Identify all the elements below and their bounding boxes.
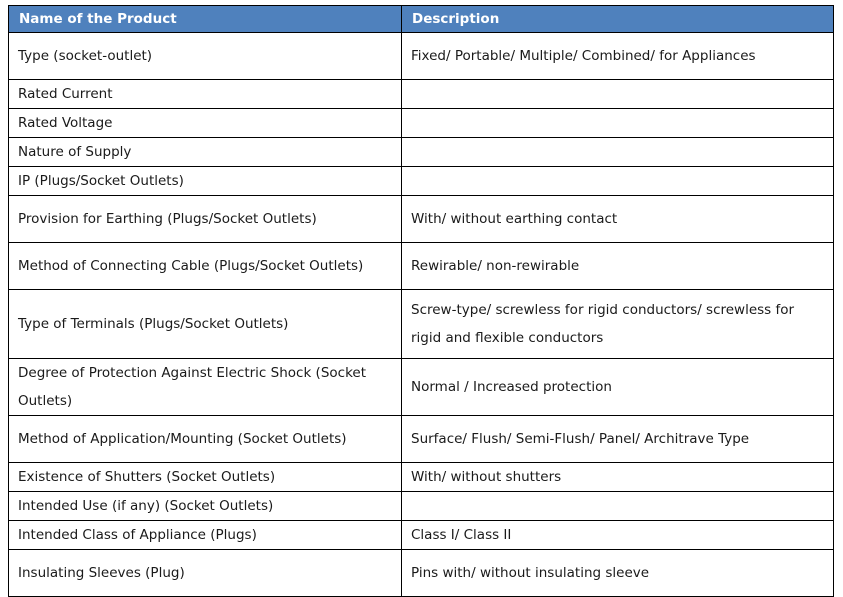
description-cell	[402, 80, 834, 109]
product-name-cell: Intended Use (if any) (Socket Outlets)	[9, 492, 402, 521]
table-row	[9, 33, 834, 80]
table-row	[9, 196, 834, 243]
product-table	[8, 5, 834, 597]
description-cell: Normal / Increased protection	[402, 359, 834, 416]
table-row	[9, 550, 834, 597]
column-header-description: Description	[402, 6, 834, 33]
description-cell: With/ without shutters	[402, 463, 834, 492]
column-header-name: Name of the Product	[9, 6, 402, 33]
product-name-cell: Rated Voltage	[9, 109, 402, 138]
product-name-cell: Method of Connecting Cable (Plugs/Socket Outlets)	[9, 243, 402, 290]
description-cell: Screw-type/ screwless for rigid conductors/ screwless for rigid and flexible conductors	[402, 290, 834, 359]
table-row	[9, 492, 834, 521]
product-name-cell: Type of Terminals (Plugs/Socket Outlets)	[9, 290, 402, 359]
description-cell	[402, 109, 834, 138]
description-cell: Surface/ Flush/ Semi-Flush/ Panel/ Architrave Type	[402, 416, 834, 463]
product-name-cell: Degree of Protection Against Electric Shock (Socket Outlets)	[9, 359, 402, 416]
table-row	[9, 167, 834, 196]
table-row	[9, 290, 834, 359]
table-row	[9, 243, 834, 290]
table-row	[9, 359, 834, 416]
table-row	[9, 521, 834, 550]
description-cell: Class I/ Class II	[402, 521, 834, 550]
table-row	[9, 109, 834, 138]
product-name-cell: Intended Class of Appliance (Plugs)	[9, 521, 402, 550]
table-body	[9, 33, 834, 597]
table-row	[9, 463, 834, 492]
product-name-cell: Provision for Earthing (Plugs/Socket Outlets)	[9, 196, 402, 243]
table-row	[9, 416, 834, 463]
header-row	[9, 6, 834, 33]
description-cell	[402, 167, 834, 196]
product-name-cell: Nature of Supply	[9, 138, 402, 167]
description-cell: Rewirable/ non-rewirable	[402, 243, 834, 290]
table-row	[9, 138, 834, 167]
description-cell	[402, 138, 834, 167]
table-header	[9, 6, 834, 33]
description-cell: With/ without earthing contact	[402, 196, 834, 243]
product-name-cell: Rated Current	[9, 80, 402, 109]
table-row	[9, 80, 834, 109]
product-name-cell: Existence of Shutters (Socket Outlets)	[9, 463, 402, 492]
product-name-cell: Method of Application/Mounting (Socket Outlets)	[9, 416, 402, 463]
description-cell: Pins with/ without insulating sleeve	[402, 550, 834, 597]
product-name-cell: Type (socket-outlet)	[9, 33, 402, 80]
product-name-cell: IP (Plugs/Socket Outlets)	[9, 167, 402, 196]
description-cell: Fixed/ Portable/ Multiple/ Combined/ for Appliances	[402, 33, 834, 80]
product-name-cell: Insulating Sleeves (Plug)	[9, 550, 402, 597]
description-cell	[402, 492, 834, 521]
